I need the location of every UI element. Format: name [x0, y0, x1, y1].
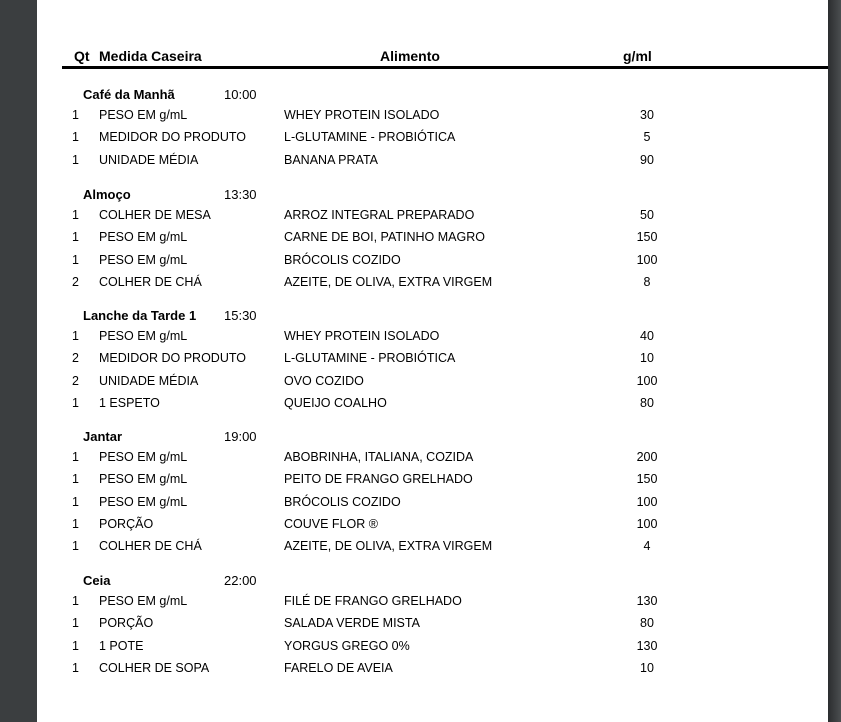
- item-measure: COLHER DE CHÁ: [99, 274, 202, 289]
- item-qt: 1: [72, 638, 79, 653]
- item-amount: 100: [636, 252, 658, 267]
- item-food: AZEITE, DE OLIVA, EXTRA VIRGEM: [284, 539, 493, 554]
- item-food: AZEITE, DE OLIVA, EXTRA VIRGEM: [284, 274, 493, 289]
- item-amount: 100: [636, 516, 658, 531]
- item-amount: 40: [640, 329, 654, 343]
- item-qt: 1: [72, 108, 79, 122]
- window-edge-shadow: [828, 0, 841, 722]
- item-food: FILÉ DE FRANGO GRELHADO: [284, 594, 462, 608]
- item-qt: 1: [72, 472, 79, 487]
- item-food: L-GLUTAMINE - PROBIÓTICA: [284, 351, 456, 366]
- meal-time: 15:30: [224, 308, 257, 323]
- item-amount: 80: [640, 616, 654, 631]
- header-food-label: Alimento: [380, 48, 440, 64]
- item-qt: 1: [72, 616, 79, 631]
- meal-time: 22:00: [224, 573, 257, 588]
- meal-time: 19:00: [224, 429, 257, 444]
- document-page: [37, 0, 828, 722]
- item-amount: 8: [643, 274, 651, 289]
- item-qt: 1: [72, 539, 79, 554]
- item-measure: 1 POTE: [99, 638, 144, 653]
- header-measure: Medida Caseira: [99, 48, 202, 64]
- item-amount: 4: [643, 539, 651, 554]
- item-food: BANANA PRATA: [284, 152, 379, 167]
- item-amount: 130: [636, 638, 658, 653]
- item-amount: 30: [640, 108, 654, 122]
- item-measure: COLHER DE SOPA: [99, 660, 210, 675]
- item-measure: UNIDADE MÉDIA: [99, 152, 199, 167]
- item-amount: 5: [643, 130, 651, 145]
- item-amount: 150: [636, 230, 658, 245]
- item-amount: 80: [640, 395, 654, 410]
- header-rule: [62, 66, 837, 69]
- item-qt: 1: [72, 450, 79, 464]
- item-qt: 1: [72, 494, 79, 509]
- item-food: WHEY PROTEIN ISOLADO: [284, 108, 440, 122]
- item-qt: 1: [72, 208, 79, 222]
- item-food: FARELO DE AVEIA: [284, 660, 393, 675]
- meal-title: Almoço: [83, 187, 131, 202]
- item-food: SALADA VERDE MISTA: [284, 616, 420, 631]
- item-measure: PORÇÃO: [99, 616, 154, 631]
- item-measure: PESO EM g/mL: [99, 108, 188, 122]
- item-food: BRÓCOLIS COZIDO: [284, 252, 401, 267]
- item-food: L-GLUTAMINE - PROBIÓTICA: [284, 130, 456, 145]
- item-measure: COLHER DE MESA: [99, 208, 211, 222]
- item-measure: MEDIDOR DO PRODUTO: [99, 351, 246, 366]
- item-qt: 1: [72, 230, 79, 245]
- item-qt: 1: [72, 130, 79, 145]
- item-qt: 2: [72, 351, 79, 366]
- item-amount: 200: [636, 450, 658, 464]
- item-amount: 130: [636, 594, 658, 608]
- item-food: ARROZ INTEGRAL PREPARADO: [284, 208, 475, 222]
- item-amount: 10: [640, 351, 654, 366]
- meal-time: 10:00: [224, 87, 257, 102]
- item-qt: 2: [72, 373, 79, 388]
- item-amount: 100: [636, 373, 658, 388]
- header-qt: Qt: [74, 48, 90, 64]
- item-qt: 2: [72, 274, 79, 289]
- item-amount: 10: [640, 660, 654, 675]
- item-measure: PESO EM g/mL: [99, 450, 188, 464]
- meal-time: 13:30: [224, 187, 257, 202]
- item-amount: 100: [636, 494, 658, 509]
- item-food: COUVE FLOR ®: [284, 516, 378, 531]
- item-amount: 50: [640, 208, 654, 222]
- item-food: YORGUS GREGO 0%: [284, 638, 410, 653]
- item-qt: 1: [72, 516, 79, 531]
- item-amount: 90: [640, 152, 654, 167]
- meal-title: Lanche da Tarde 1: [83, 308, 197, 323]
- item-food: ABOBRINHA, ITALIANA, COZIDA: [284, 450, 474, 464]
- item-measure: PESO EM g/mL: [99, 230, 188, 245]
- meal-title: Café da Manhã: [83, 87, 175, 102]
- item-measure: COLHER DE CHÁ: [99, 539, 202, 554]
- item-food: WHEY PROTEIN ISOLADO: [284, 329, 440, 343]
- item-qt: 1: [72, 329, 79, 343]
- item-qt: 1: [72, 594, 79, 608]
- item-measure: 1 ESPETO: [99, 395, 160, 410]
- item-measure: PESO EM g/mL: [99, 329, 188, 343]
- item-qt: 1: [72, 395, 79, 410]
- item-food: QUEIJO COALHO: [284, 395, 387, 410]
- item-food: PEITO DE FRANGO GRELHADO: [284, 472, 473, 487]
- item-food: BRÓCOLIS COZIDO: [284, 494, 401, 509]
- item-amount: 150: [636, 472, 658, 487]
- item-measure: PESO EM g/mL: [99, 594, 188, 608]
- item-measure: PESO EM g/mL: [99, 252, 188, 267]
- item-measure: MEDIDOR DO PRODUTO: [99, 130, 246, 145]
- item-food: OVO COZIDO: [284, 373, 364, 388]
- item-qt: 1: [72, 152, 79, 167]
- item-measure: PORÇÃO: [99, 516, 154, 531]
- header-amount: g/ml: [623, 48, 652, 64]
- meal-title: Ceia: [83, 573, 111, 588]
- item-food: CARNE DE BOI, PATINHO MAGRO: [284, 230, 485, 245]
- item-measure: PESO EM g/mL: [99, 494, 188, 509]
- item-qt: 1: [72, 660, 79, 675]
- item-measure: PESO EM g/mL: [99, 472, 188, 487]
- item-qt: 1: [72, 252, 79, 267]
- meal-title: Jantar: [83, 429, 123, 444]
- item-measure: UNIDADE MÉDIA: [99, 373, 199, 388]
